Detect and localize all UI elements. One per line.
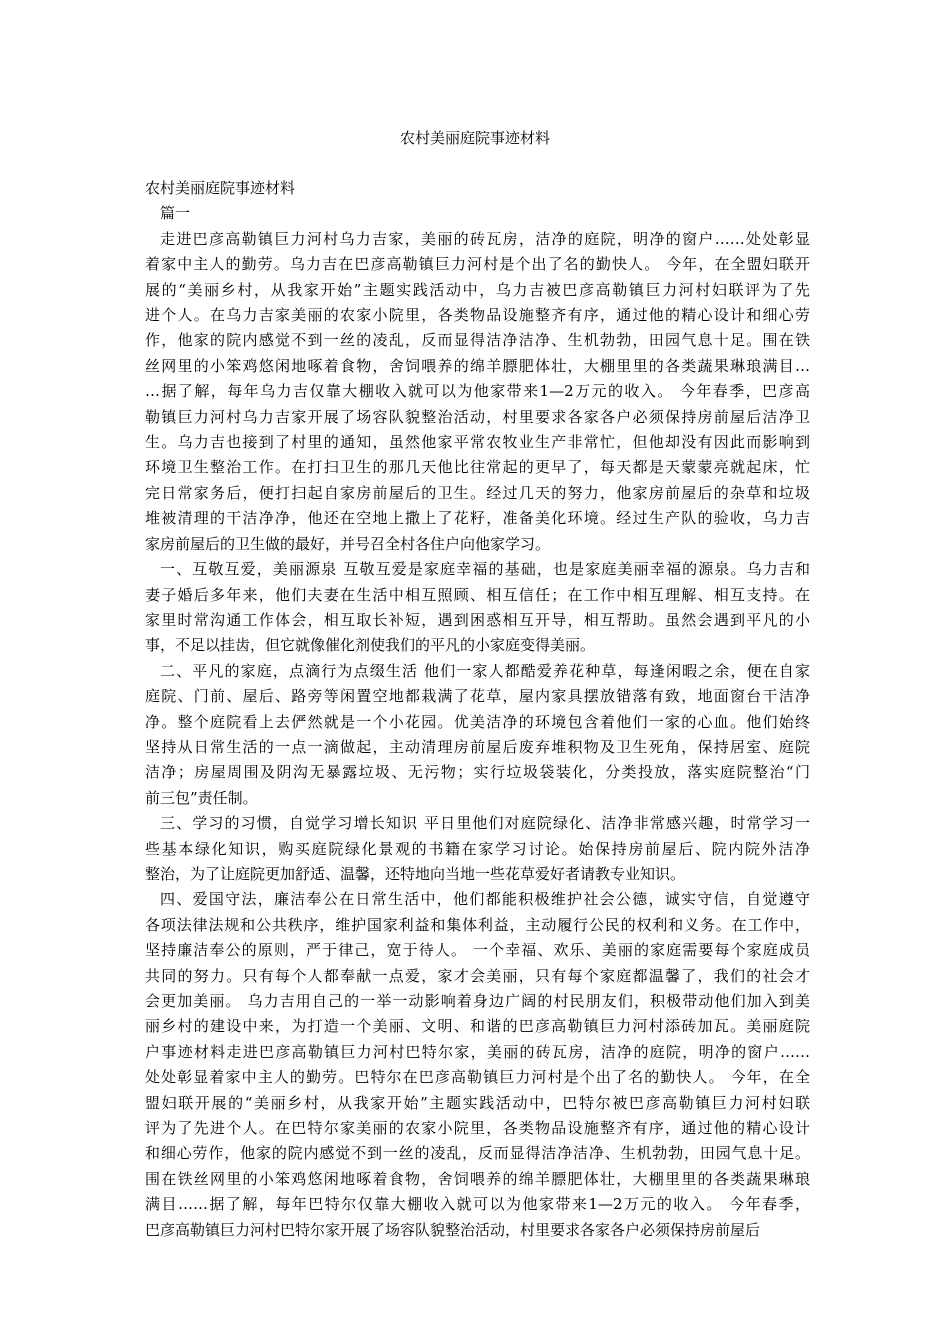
text-line: 整治，为了让庭院更加舒适、温馨，还特地向当地一些花草爱好者请教专业知识。 [145,864,686,883]
text-line: 满目……据了解，每年巴特尔仅靠大棚收入就可以为他家带来1—2万元的收入。 今年春季， [145,1195,810,1214]
text-line: 生。乌力吉也接到了村里的通知，虽然他家平常农牧业生产非常忙，但他却没有因此而影响到 [145,433,810,452]
text-line: …据了解，每年乌力吉仅靠大棚收入就可以为他家带来1—2万元的收入。 今年春季，巴彦高 [145,382,810,401]
text-line: 丽乡村的建设中来，为打造一个美丽、文明、和谐的巴彦高勒镇巨力河村添砖加瓦。美丽庭院 [145,1017,810,1036]
text-line: 着家中主人的勤劳。乌力吉在巴彦高勒镇巨力河村是个出了名的勤快人。 今年，在全盟妇联开 [145,255,810,274]
text-line: 环境卫生整治工作。在打扫卫生的那几天他比往常起的更早了，每天都是天蒙蒙亮就起床，忙 [145,458,810,477]
text-line: 盟妇联开展的“美丽乡村，从我家开始”主题实践活动中，巴特尔被巴彦高勒镇巨力河村妇联 [145,1093,810,1112]
text-line: 完日常家务后，便打扫起自家房前屋后的卫生。经过几天的努力，他家房前屋后的杂草和垃圾 [145,483,810,502]
text-line: 净。整个庭院看上去俨然就是一个小花园。优美洁净的环境包含着他们一家的心血。他们始终 [145,712,810,731]
text-line: 和细心劳作，他家的院内感觉不到一丝的凌乱，反而显得洁净洁净、生机勃勃，田园气息十足。 [145,1144,810,1163]
text-line: 妻子婚后多年来，他们夫妻在生活中相互照顾、相互信任；在工作中相互理解、相互支持。在 [145,585,810,604]
text-line: 事，不足以挂齿，但它就像催化剂使我们的平凡的小家庭变得美丽。 [145,636,596,655]
text-line: 会更加美丽。 乌力吉用自己的一举一动影响着身边广阔的村民朋友们，积极带动他们加入到美 [145,992,810,1010]
text-line: 些基本绿化知识，购买庭院绿化景观的书籍在家学习讨论。始保持房前屋后、院内院外洁净 [145,839,810,858]
text-line: 共同的努力。只有每个人都奉献一点爱，家才会美丽，只有每个家庭都温馨了，我们的社会才 [145,966,810,985]
section-heading: 篇一 [160,204,191,223]
text-line: 进个人。在乌力吉家美丽的农家小院里，各类物品设施整齐有序，通过他的精心设计和细心劳 [145,306,810,325]
text-line: 坚持廉洁奉公的原则，严于律己，宽于待人。 一个幸福、欢乐、美丽的家庭需要每个家庭成员 [145,941,810,960]
text-line: 坚持从日常生活的一点一滴做起，主动清理房前屋后废弃堆积物及卫生死角，保持居室、庭院 [145,737,810,756]
paragraph-section-3 [145,811,810,887]
text-line: 围在铁丝网里的小笨鸡悠闲地啄着食物，舍饲喂养的绵羊膘肥体壮，大棚里里的各类蔬果琳琅 [145,1169,810,1188]
text-line: 前三包”责任制。 [145,788,258,807]
paragraph-intro [145,227,810,557]
text-line: 巴彦高勒镇巨力河村巴特尔家开展了场容队貌整治活动，村里要求各家各户必须保持房前屋后 [145,1220,761,1239]
text-line: 二、平凡的家庭，点滴行为点缀生活 他们一家人都酷爱养花种草，每逢闲暇之余，便在自家 [160,661,810,680]
text-line: 家里时常沟通工作体会，相互取长补短，遇到困惑相互开导，相互帮助。虽然会遇到平凡的小 [145,610,810,629]
text-line: 丝网里的小笨鸡悠闲地啄着食物，舍饲喂养的绵羊膘肥体壮，大棚里里的各类蔬果琳琅满目… [145,356,810,375]
text-line: 洁净；房屋周围及阴沟无暴露垃圾、无污物；实行垃圾袋装化，分类投放，落实庭院整治“门 [145,763,810,782]
document-subtitle: 农村美丽庭院事迹材料 [145,179,296,197]
text-line: 各项法律法规和公共秩序，维护国家利益和集体利益，主动履行公民的权利和义务。在工作中， [145,915,810,934]
text-line: 展的“美丽乡村，从我家开始”主题实践活动中，乌力吉被巴彦高勒镇巨力河村妇联评为了先 [145,280,810,299]
text-line: 勒镇巨力河村乌力吉家开展了场容队貌整治活动，村里要求各家各户必须保持房前屋后洁净卫 [145,407,810,426]
text-line: 处处彰显着家中主人的勤劳。巴特尔在巴彦高勒镇巨力河村是个出了名的勤快人。 今年，在全 [145,1068,810,1087]
text-line: 四、爱国守法，廉洁奉公在日常生活中，他们都能积极维护社会公德，诚实守信，自觉遵守 [160,890,810,909]
text-line: 一、互敬互爱，美丽源泉 互敬互爱是家庭幸福的基础，也是家庭美丽幸福的源泉。乌力吉和 [160,560,810,579]
text-line: 走进巴彦高勒镇巨力河村乌力吉家，美丽的砖瓦房，洁净的庭院，明净的窗户……处处彰显 [160,229,810,248]
text-line: 作，他家的院内感觉不到一丝的凌乱，反而显得洁净洁净、生机勃勃，田园气息十足。围在铁 [145,331,810,350]
text-line: 户事迹材料走进巴彦高勒镇巨力河村巴特尔家，美丽的砖瓦房，洁净的庭院，明净的窗户…… [145,1042,810,1061]
document-title: 农村美丽庭院事迹材料 [399,129,550,147]
text-line: 三、学习的习惯，自觉学习增长知识 平日里他们对庭院绿化、洁净非常感兴趣，时常学习一 [160,814,810,833]
paragraph-section-2 [145,659,810,811]
paragraph-section-1 [145,557,810,659]
document-body [145,176,810,1243]
text-line: 庭院、门前、屋后、路旁等闲置空地都栽满了花草，屋内家具摆放错落有致，地面窗台干洁净 [145,687,810,706]
text-line: 堆被清理的干洁净净，他还在空地上撒上了花籽，准备美化环境。经过生产队的验收，乌力吉 [145,509,810,528]
text-line: 评为了先进个人。在巴特尔家美丽的农家小院里，各类物品设施整齐有序，通过他的精心设计 [145,1119,810,1138]
text-line: 家房前屋后的卫生做的最好，并号召全村各住户向他家学习。 [145,534,551,553]
paragraph-section-4 [145,887,810,1243]
